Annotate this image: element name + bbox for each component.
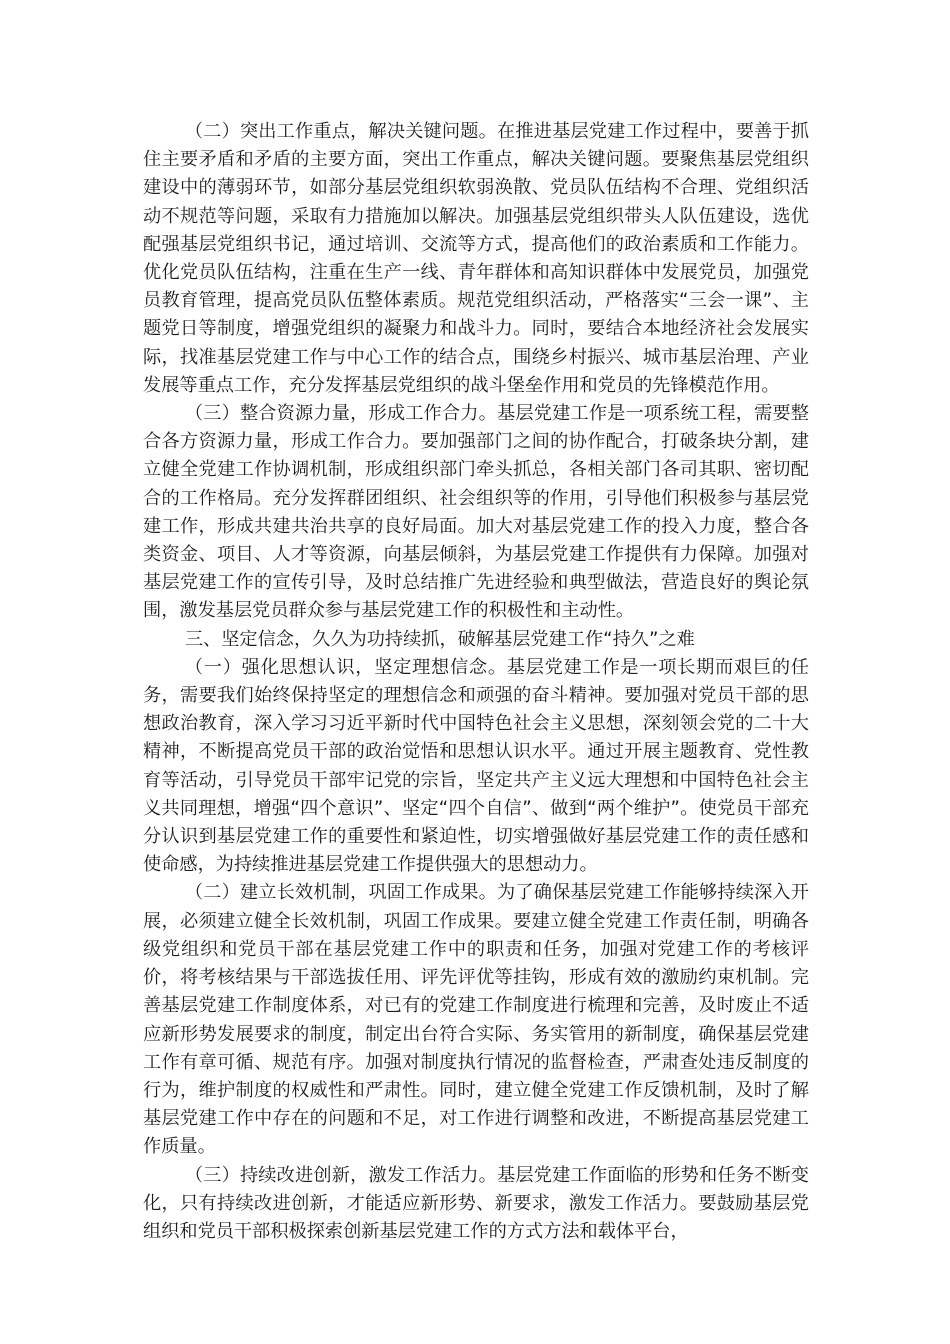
paragraph-3-3: （三）持续改进创新，激发工作活力。基层党建工作面临的形势和任务不断变化，只有持续改进创新，才能适应新形势、新要求，激发工作活力。要鼓励基层党组织和党员干部积极探索创新基层党建工作的方式方法和载体平台， — [143, 1164, 809, 1242]
paragraph-2-3: （三）整合资源力量，形成工作合力。基层党建工作是一项系统工程，需要整合各方资源力量，形成工作合力。要加强部门之间的协作配合，打破条块分割，建立健全党建工作协调机制，形成组织部门牵头抓总，各相关部门各司其职、密切配合的工作格局。充分发挥群团组织、社会组织等的作用，引导他们积极参与基层党建工作，形成共建共治共享的良好局面。加大对基层党建工作的投入力度，整合各类资金、项目、人才等资源，向基层倾斜，为基层党建工作提供有力保障。加强对基层党建工作的宣传引导，及时总结推广先进经验和典型做法，营造良好的舆论氛围，激发基层党员群众参与基层党建工作的积极性和主动性。 — [143, 403, 809, 622]
paragraph-2-2: （二）突出工作重点，解决关键问题。在推进基层党建工作过程中，要善于抓住主要矛盾和矛盾的主要方面，突出工作重点，解决关键问题。要聚焦基层党组织建设中的薄弱环节，如部分基层党组织软弱涣散、党员队伍结构不合理、党组织活动不规范等问题，采取有力措施加以解决。加强基层党组织带头人队伍建设，选优配强基层党组织书记，通过培训、交流等方式，提高他们的政治素质和工作能力。优化党员队伍结构，注重在生产一线、青年群体和高知识群体中发展党员，加强党员教育管理，提高党员队伍整体素质。规范党组织活动，严格落实“三会一课”、主题党日等制度，增强党组织的凝聚力和战斗力。同时，要结合本地经济社会发展实际，找准基层党建工作与中心工作的结合点，围绕乡村振兴、城市基层治理、产业发展等重点工作，充分发挥基层党组织的战斗堡垒作用和党员的先锋模范作用。 — [143, 121, 809, 396]
paragraph-3-1: （一）强化思想认识，坚定理想信念。基层党建工作是一项长期而艰巨的任务，需要我们始终保持坚定的理想信念和顽强的奋斗精神。要加强对党员干部的思想政治教育，深入学习习近平新时代中国特色社会主义思想，深刻领会党的二十大精神，不断提高党员干部的政治觉悟和思想认识水平。通过开展主题教育、党性教育等活动，引导党员干部牢记党的宗旨，坚定共产主义远大理想和中国特色社会主义共同理想，增强“四个意识”、坚定“四个自信”、做到“两个维护”。使党员干部充分认识到基层党建工作的重要性和紧迫性，切实增强做好基层党建工作的责任感和使命感，为持续推进基层党建工作提供强大的思想动力。 — [143, 656, 809, 876]
paragraph-3-2: （二）建立长效机制，巩固工作成果。为了确保基层党建工作能够持续深入开展，必须建立健全长效机制，巩固工作成果。要建立健全党建工作责任制，明确各级党组织和党员干部在基层党建工作中的职责和任务，加强对党建工作的考核评价，将考核结果与干部选拔任用、评先评优等挂钩，形成有效的激励约束机制。完善基层党建工作制度体系，对已有的党建工作制度进行梳理和完善，及时废止不适应新形势发展要求的制度，制定出台符合实际、务实管用的新制度，确保基层党建工作有章可循、规范有序。加强对制度执行情况的监督检查，严肃查处违反制度的行为，维护制度的权威性和严肃性。同时，建立健全党建工作反馈机制，及时了解基层党建工作中存在的问题和不足，对工作进行调整和改进，不断提高基层党建工作质量。 — [143, 882, 809, 1158]
section-heading-3: 三、坚定信念，久久为功持续抓，破解基层党建工作“持久”之难 — [184, 628, 695, 650]
document-body — [143, 118, 809, 1246]
